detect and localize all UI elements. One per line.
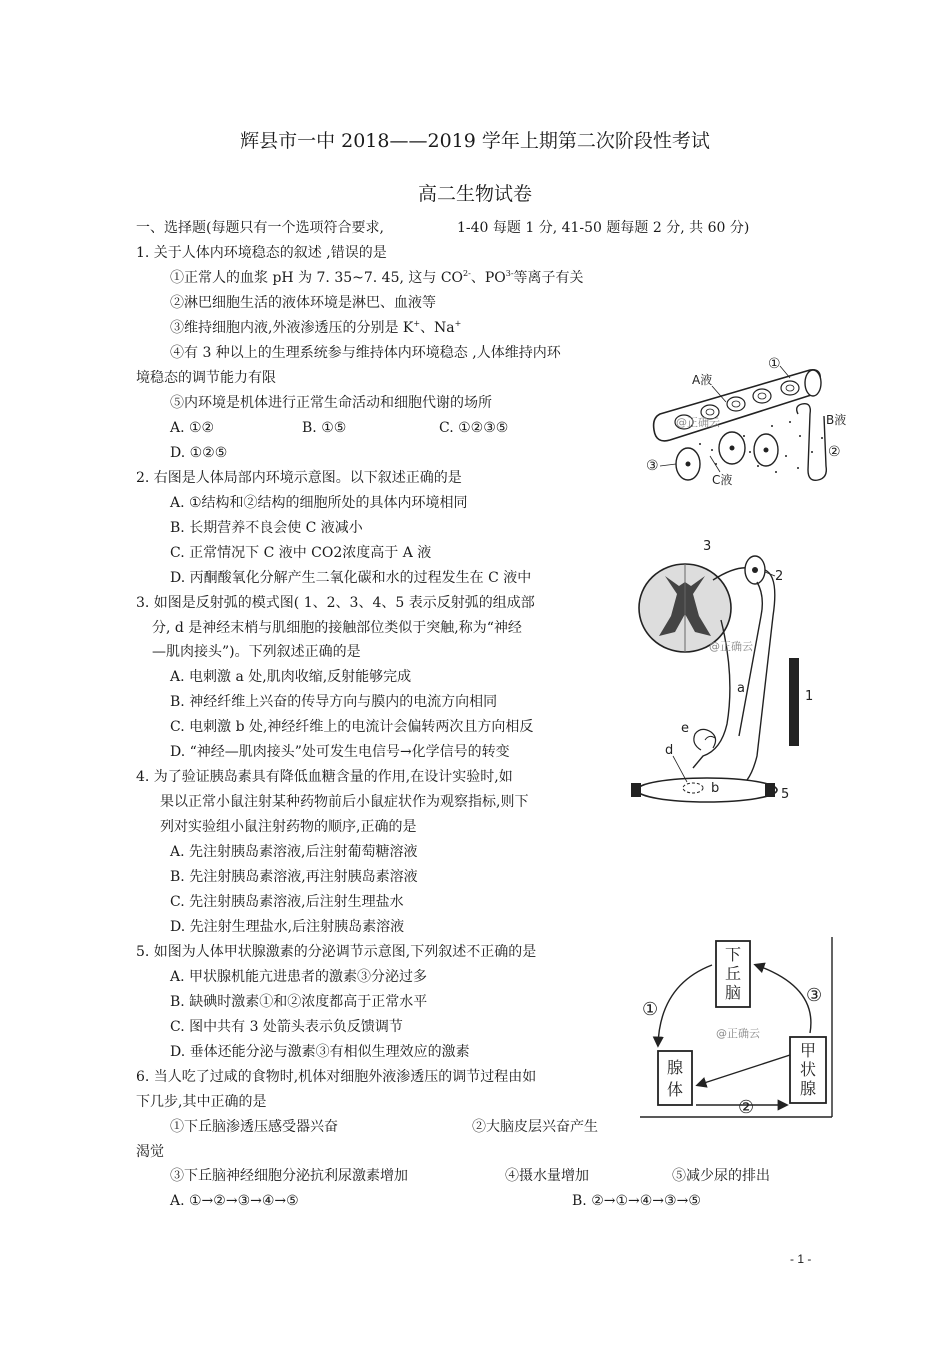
exam-subtitle: 高二生物试卷 <box>417 183 532 205</box>
box-pituitary-ch1: 腺 <box>666 1058 684 1077</box>
fig3-num-3: ③ <box>806 985 823 1006</box>
q6-stem-1: 6. 当人吃了过咸的食物时,机体对细胞外液渗透压的调节过程由如 <box>136 1069 537 1085</box>
fig2-label-a: a <box>737 681 745 696</box>
fig2-watermark: @正确云 <box>709 640 753 653</box>
q1-item-3-sup1: + <box>413 319 421 328</box>
q1-item-1-sup2: 3- <box>505 269 514 278</box>
q2-option-b: B. 长期营养不良会使 C 液减小 <box>170 520 363 536</box>
fig1-num-2: ② <box>828 444 841 460</box>
q2-option-c: C. 正常情况下 C 液中 CO2浓度高于 A 液 <box>170 545 432 561</box>
fig3-num-1: ① <box>642 999 659 1020</box>
q4-stem-2: 果以正常小鼠注射某种药物前后小鼠症状作为观察指标,则下 <box>160 794 529 810</box>
q6-step-3: ③下丘脑神经细胞分泌抗利尿激素增加 <box>170 1168 408 1184</box>
q6-step-2b: 渴觉 <box>136 1144 164 1160</box>
q6-step-2: ②大脑皮层兴奋产生 <box>472 1119 598 1135</box>
lymph-vessel <box>797 404 827 481</box>
fig1-watermark: @正确云 <box>676 416 720 429</box>
q6-step-1: ①下丘脑渗透压感受器兴奋 <box>170 1119 338 1135</box>
box-thyroid-ch2: 状 <box>799 1060 817 1079</box>
q1-option-d: D. ①②⑤ <box>170 445 228 461</box>
q1-item-1 <box>170 269 584 287</box>
fig1-num-1: ① <box>768 356 781 372</box>
q5-stem: 5. 如图为人体甲状腺激素的分泌调节示意图,下列叙述不正确的是 <box>136 944 537 960</box>
fig2-num-2: 2 <box>775 569 784 584</box>
q6-stem-2: 下几步,其中正确的是 <box>136 1094 267 1110</box>
fig1-label-b: B液 <box>826 413 847 427</box>
fig3-watermark: @正确云 <box>716 1027 760 1040</box>
q1-stem: 1. 关于人体内环境稳态的叙述 ,错误的是 <box>136 245 387 261</box>
box-hypothalamus-ch2: 丘 <box>724 964 742 983</box>
box-thyroid-ch3: 腺 <box>799 1079 817 1098</box>
q4-option-b: B. 先注射胰岛素溶液,再注射胰岛素溶液 <box>170 869 418 885</box>
q1-item-3 <box>170 319 461 337</box>
reflex-arc-figure <box>625 536 825 812</box>
exam-title: 辉县市一中 2018——2019 学年上期第二次阶段性考试 <box>240 130 710 152</box>
arrow-thyroid-to-hypothalamus <box>756 965 811 1033</box>
q1-option-c: C. ①②③⑤ <box>439 420 509 436</box>
q1-item-4a: ④有 3 种以上的生理系统参与维持体内环境稳态 ,人体维持内环 <box>170 345 561 361</box>
q3-option-c: C. 电刺激 b 处,神经纤维上的电流计会偏转两次且方向相反 <box>170 719 534 735</box>
q1-item-5: ⑤内环境是机体进行正常生命活动和细胞代谢的场所 <box>170 395 492 411</box>
fig3-num-2: ② <box>738 1097 755 1118</box>
q5-option-c: C. 图中共有 3 处箭头表示负反馈调节 <box>170 1019 403 1035</box>
fig2-num-3: 3 <box>703 539 712 554</box>
thyroid-regulation-figure <box>640 935 836 1119</box>
q4-option-d: D. 先注射生理盐水,后注射胰岛素溶液 <box>170 919 405 935</box>
q4-stem-1: 4. 为了验证胰岛素具有降低血糖含量的作用,在设计实验时,如 <box>136 769 513 785</box>
box-pituitary-ch2: 体 <box>666 1080 684 1099</box>
muscle <box>637 778 777 802</box>
q4-option-c: C. 先注射胰岛素溶液,后注射生理盐水 <box>170 894 404 910</box>
q1-item-1-post: 等离子有关 <box>513 270 584 286</box>
fig2-label-e: e <box>681 721 689 736</box>
q1-option-b: B. ①⑤ <box>302 420 347 436</box>
q1-item-4b: 境稳态的调节能力有限 <box>136 370 276 386</box>
q6-option-b: B. ②→①→④→③→⑤ <box>572 1193 701 1209</box>
q1-item-2: ②淋巴细胞生活的液体环境是淋巴、血液等 <box>170 295 436 311</box>
fig2-label-b: b <box>711 781 720 796</box>
q1-item-3-pre: ③维持细胞内液,外液渗透压的分别是 K <box>170 320 414 336</box>
q5-option-d: D. 垂体还能分泌与激素③有相似生理效应的激素 <box>170 1044 470 1060</box>
q3-stem-1: 3. 如图是反射弧的模式图( 1、2、3、4、5 表示反射弧的组成部 <box>136 595 535 611</box>
q1-item-1-sup1: 2- <box>463 269 471 278</box>
q1-item-3-sup2: + <box>454 319 462 328</box>
fig2-num-5: 5 <box>781 787 790 802</box>
q1-option-a: A. ①② <box>170 420 215 436</box>
fig1-num-3: ③ <box>646 458 659 474</box>
q2-option-d: D. 丙酮酸氧化分解产生二氧化碳和水的过程发生在 C 液中 <box>170 570 532 586</box>
fig2-num-1: 1 <box>805 689 814 704</box>
fig2-label-d: d <box>665 743 674 758</box>
q1-item-1-mid: 、PO <box>470 270 506 286</box>
q5-option-a: A. 甲状腺机能亢进患者的激素③分泌过多 <box>170 969 428 985</box>
arrow-thyroid-to-pituitary <box>698 1055 790 1085</box>
q5-option-b: B. 缺碘时激素①和②浓度都高于正常水平 <box>170 994 428 1010</box>
page-number: - 1 - <box>790 1252 812 1266</box>
fig1-label-a: A液 <box>692 373 713 387</box>
q3-stem-2: 分, d 是神经末梢与肌细胞的接触部位类似于突触,称为“神经 <box>152 620 522 636</box>
q3-option-a: A. 电刺激 a 处,肌肉收缩,反射能够完成 <box>170 669 412 685</box>
section-scoring: 1-40 每题 1 分, 41-50 题每题 2 分, 共 60 分) <box>457 220 750 236</box>
q4-option-a: A. 先注射胰岛素溶液,后注射葡萄糖溶液 <box>170 844 418 860</box>
q1-item-1-pre: ①正常人的血浆 pH 为 7. 35~7. 45, 这与 CO <box>170 270 464 286</box>
q4-stem-3: 列对实验组小鼠注射药物的顺序,正确的是 <box>160 819 417 835</box>
section-heading <box>136 219 384 237</box>
box-hypothalamus-ch1: 下 <box>724 945 742 964</box>
q6-step-5: ⑤减少尿的排出 <box>672 1168 770 1184</box>
box-hypothalamus-ch3: 脑 <box>724 983 742 1002</box>
q3-stem-3: —肌肉接头”)。下列叙述正确的是 <box>152 644 361 660</box>
capillary-end <box>805 370 821 396</box>
fig1-label-c: C液 <box>712 473 733 487</box>
section-label: 一、选择题(每题只有一个选项符合要求, <box>136 220 384 236</box>
arrow-hypothalamus-to-pituitary <box>658 965 712 1045</box>
q6-step-4: ④摄水量增加 <box>505 1168 589 1184</box>
q3-option-b: B. 神经纤维上兴奋的传导方向与膜内的电流方向相同 <box>170 694 498 710</box>
q6-option-a: A. ①→②→③→④→⑤ <box>170 1193 299 1209</box>
q3-option-d: D. “神经—肌肉接头”处可发生电信号→化学信号的转变 <box>170 744 510 760</box>
internal-environment-figure <box>640 352 862 500</box>
q2-stem: 2. 右图是人体局部内环境示意图。以下叙述正确的是 <box>136 470 462 486</box>
galvanometer <box>789 658 799 746</box>
q2-option-a: A. ①结构和②结构的细胞所处的具体内环境相同 <box>170 495 468 511</box>
q1-item-3-mid: 、Na <box>420 320 455 336</box>
box-thyroid-ch1: 甲 <box>799 1041 817 1060</box>
